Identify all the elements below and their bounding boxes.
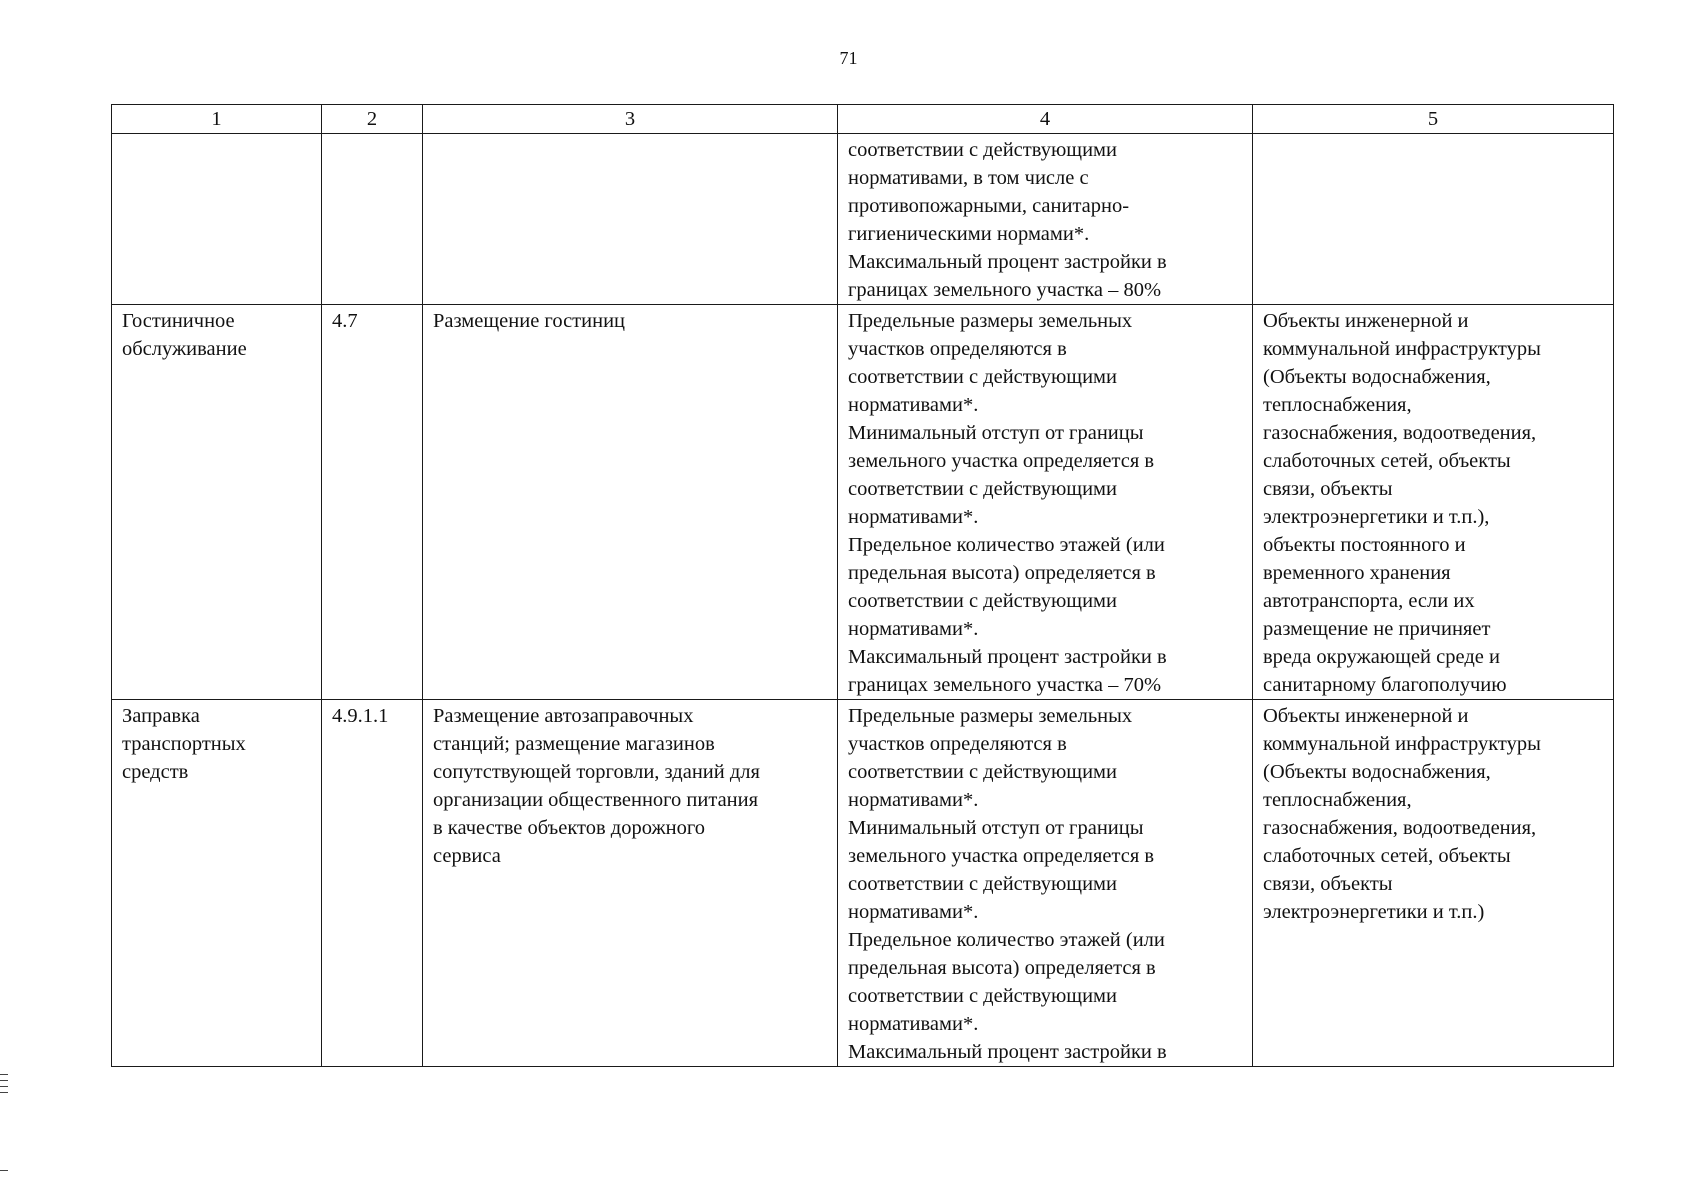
table-row-hotel-service bbox=[112, 305, 1614, 700]
auxiliary-uses-cell: Объекты инженерной и коммунальной инфраструктуры (Объекты водоснабжения, теплоснабжения, газоснабжения, водоотведения, слаботочных сетей, объекты связи, объекты электроэнергетики и т.п.) bbox=[1253, 700, 1614, 1067]
parameters-cell: соответствии с действующими нормативами, в том числе с противопожарными, санитарно- гигиеническими нормами*. Максимальный процент застройки в границах земельного участка – 80% bbox=[838, 134, 1253, 305]
table-header-row bbox=[112, 105, 1614, 134]
use-description-cell: Размещение автозаправочных станций; размещение магазинов сопутствующей торговли, зданий для организации общественного питания в качестве объектов дорожного сервиса bbox=[423, 700, 838, 1067]
auxiliary-uses-cell: Объекты инженерной и коммунальной инфраструктуры (Объекты водоснабжения, теплоснабжения, газоснабжения, водоотведения, слаботочных сетей, объекты связи, объекты электроэнергетики и т.п.), объекты постоянного и временного хранения автотранспорта, если их размещение не причиняет вреда окружающей среде и санитарному благополучию bbox=[1253, 305, 1614, 700]
table-row-continuation bbox=[112, 134, 1614, 305]
use-code-cell bbox=[322, 134, 423, 305]
use-name-cell bbox=[112, 134, 322, 305]
table-row-fuel-station bbox=[112, 700, 1614, 1067]
binding-mark bbox=[0, 1092, 8, 1093]
parameters-cell: Предельные размеры земельных участков определяются в соответствии с действующими нормативами*. Минимальный отступ от границы земельного участка определяется в соответствии с действующими нормативами*. Предельное количество этажей (или предельная высота) определяется в соответствии с действующими нормативами*. Максимальный процент застройки в границах земельного участка – 70% bbox=[838, 305, 1253, 700]
use-code-cell: 4.7 bbox=[322, 305, 423, 700]
use-code-cell: 4.9.1.1 bbox=[322, 700, 423, 1067]
binding-mark bbox=[0, 1086, 8, 1087]
column-header-4: 4 bbox=[838, 105, 1253, 134]
page-number: 71 bbox=[839, 48, 858, 68]
zoning-table bbox=[111, 104, 1614, 1067]
binding-mark bbox=[0, 1080, 8, 1081]
binding-mark bbox=[0, 1170, 8, 1171]
use-description-cell: Размещение гостиниц bbox=[423, 305, 838, 700]
column-header-1: 1 bbox=[112, 105, 322, 134]
column-header-3: 3 bbox=[423, 105, 838, 134]
column-header-2: 2 bbox=[322, 105, 423, 134]
binding-mark bbox=[0, 1074, 8, 1075]
use-description-cell bbox=[423, 134, 838, 305]
parameters-cell: Предельные размеры земельных участков определяются в соответствии с действующими нормативами*. Минимальный отступ от границы земельного участка определяется в соответствии с действующими нормативами*. Предельное количество этажей (или предельная высота) определяется в соответствии с действующими нормативами*. Максимальный процент застройки в bbox=[838, 700, 1253, 1067]
use-name-cell: Гостиничное обслуживание bbox=[112, 305, 322, 700]
column-header-5: 5 bbox=[1253, 105, 1614, 134]
auxiliary-uses-cell bbox=[1253, 134, 1614, 305]
use-name-cell: Заправка транспортных средств bbox=[112, 700, 322, 1067]
